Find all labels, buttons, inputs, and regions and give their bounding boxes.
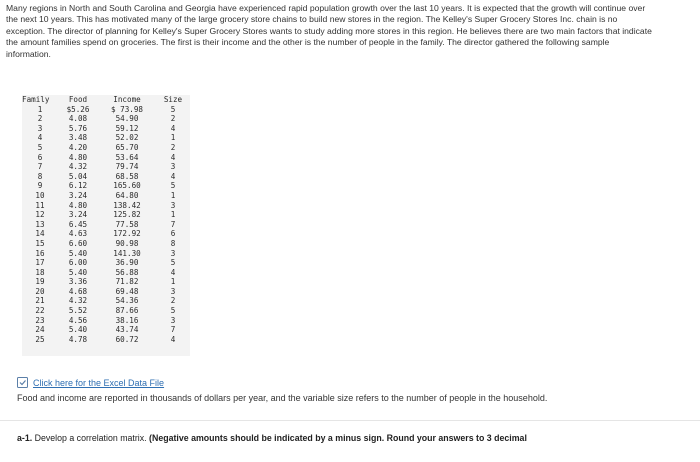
cell-family: 19 [35,277,45,287]
cell-income: $ 73.98 [110,104,143,114]
cell-size: 5 [170,104,176,114]
cell-family: 10 [35,190,45,200]
cell-income: 36.90 [115,258,139,268]
table-row [22,181,190,191]
cell-size: 2 [170,142,176,152]
cell-size: 6 [170,229,176,239]
cell-food: 4.08 [68,114,88,124]
table-row [22,229,190,239]
question-label: a-1. [17,433,33,443]
cell-food: 3.48 [68,133,88,143]
cell-food: 4.80 [68,152,88,162]
header-family: Family [22,95,50,104]
cell-family: 6 [37,152,43,162]
table-row [22,220,190,230]
cell-food: 6.60 [68,238,88,248]
cell-income: 79.74 [115,162,139,172]
cell-income: 52.02 [115,133,139,143]
cell-family: 9 [37,181,43,191]
cell-family: 23 [35,315,45,325]
cell-food: 4.20 [68,142,88,152]
table-row [22,296,190,306]
divider [0,420,700,421]
cell-food: 5.40 [68,267,88,277]
cell-family: 20 [35,286,45,296]
data-table-image [22,95,190,356]
cell-family: 11 [35,200,45,210]
cell-size: 8 [170,238,176,248]
cell-size: 2 [170,296,176,306]
cell-income: 38.16 [115,315,139,325]
cell-size: 1 [170,190,176,200]
cell-size: 4 [170,171,176,181]
cell-size: 1 [170,133,176,143]
table-row [22,287,190,297]
cell-family: 12 [35,210,45,220]
cell-income: 172.92 [113,229,141,239]
header-income: Income [113,95,141,104]
table-row [22,114,190,124]
cell-income: 125.82 [113,210,141,220]
excel-data-link[interactable] [17,377,164,388]
cell-family: 21 [35,296,45,306]
table-row [22,335,190,345]
cell-food: 4.56 [68,315,88,325]
cell-size: 7 [170,325,176,335]
table-row [22,153,190,163]
table-row [22,249,190,259]
cell-family: 1 [37,104,43,114]
table-row [22,105,190,115]
question-instruction: (Negative amounts should be indicated by a minus sign. Round your answers to 3 decimal [146,433,527,443]
cell-size: 1 [170,210,176,220]
cell-income: 65.70 [115,142,139,152]
cell-income: 56.88 [115,267,139,277]
cell-food: 6.00 [68,258,88,268]
cell-food: 6.45 [68,219,88,229]
cell-income: 59.12 [115,123,139,133]
question-text: Develop a correlation matrix. [32,433,147,443]
question-a1 [17,433,527,443]
cell-size: 7 [170,219,176,229]
units-note: Food and income are reported in thousands of dollars per year, and the variable size refers to the number of people in the household. [17,393,548,403]
header-food: Food [68,95,88,104]
cell-income: 60.72 [115,334,139,344]
table-row [22,277,190,287]
cell-food: 3.24 [68,210,88,220]
cell-income: 53.64 [115,152,139,162]
cell-income: 69.48 [115,286,139,296]
cell-family: 22 [35,306,45,316]
cell-income: 64.80 [115,190,139,200]
cell-family: 17 [35,258,45,268]
cell-income: 87.66 [115,306,139,316]
cell-family: 24 [35,325,45,335]
cell-size: 4 [170,334,176,344]
table-row [22,258,190,268]
cell-size: 3 [170,248,176,258]
cell-family: 8 [37,171,43,181]
cell-size: 3 [170,200,176,210]
cell-size: 5 [170,258,176,268]
cell-food: 4.63 [68,229,88,239]
cell-size: 3 [170,162,176,172]
table-row [22,143,190,153]
table-row [22,133,190,143]
cell-size: 3 [170,315,176,325]
cell-income: 165.60 [113,181,141,191]
table-row [22,268,190,278]
cell-family: 4 [37,133,43,143]
cell-size: 5 [170,306,176,316]
cell-family: 15 [35,238,45,248]
cell-size: 2 [170,114,176,124]
cell-family: 5 [37,142,43,152]
table-row [22,316,190,326]
problem-intro: Many regions in North and South Carolina and Georgia have experienced rapid population growth over the last 10 years. It is expected that the growth will continue over the next 10 years. This has motivated many of the large grocery store chains to build new stores in the region. The Kelley's Super Grocery Stores Inc. chain is no exception. The director of planning for Kelley's Super Grocery Stores wants to study adding more stores in this region. He believes there are two main factors that indicate the amount families spend on groceries. The first is their income and the other is the number of people in the family. The director gathered the following sample information. [6,3,652,59]
cell-food: 4.32 [68,162,88,172]
cell-income: 77.58 [115,219,139,229]
table-body [22,105,190,345]
cell-food: 4.32 [68,296,88,306]
table-row [22,239,190,249]
cell-food: $5.26 [66,104,90,114]
cell-size: 4 [170,152,176,162]
table-row [22,162,190,172]
data-table [22,95,190,344]
table-row [22,124,190,134]
cell-income: 90.98 [115,238,139,248]
table-row [22,191,190,201]
cell-family: 3 [37,123,43,133]
cell-income: 43.74 [115,325,139,335]
cell-food: 4.78 [68,334,88,344]
cell-food: 5.04 [68,171,88,181]
table-row [22,210,190,220]
cell-food: 4.80 [68,200,88,210]
table-row [22,306,190,316]
cell-income: 71.82 [115,277,139,287]
excel-link-label[interactable]: Click here for the Excel Data File [33,377,165,388]
cell-food: 5.40 [68,325,88,335]
table-row [22,201,190,211]
cell-income: 54.90 [115,114,139,124]
table-row [22,325,190,335]
cell-size: 4 [170,267,176,277]
cell-size: 4 [170,123,176,133]
cell-food: 5.40 [68,248,88,258]
excel-file-icon [17,377,28,388]
cell-income: 68.58 [115,171,139,181]
table-header-row [22,95,190,105]
cell-income: 141.30 [113,248,141,258]
cell-family: 13 [35,219,45,229]
cell-size: 1 [170,277,176,287]
cell-food: 5.52 [68,306,88,316]
table-row [22,172,190,182]
cell-family: 14 [35,229,45,239]
cell-family: 18 [35,267,45,277]
cell-family: 25 [35,334,45,344]
cell-income: 138.42 [113,200,141,210]
cell-food: 5.76 [68,123,88,133]
cell-family: 2 [37,114,43,124]
cell-size: 3 [170,286,176,296]
header-size: Size [163,95,183,104]
cell-family: 16 [35,248,45,258]
cell-food: 6.12 [68,181,88,191]
cell-food: 4.68 [68,286,88,296]
cell-food: 3.24 [68,190,88,200]
cell-income: 54.36 [115,296,139,306]
cell-family: 7 [37,162,43,172]
cell-food: 3.36 [68,277,88,287]
cell-size: 5 [170,181,176,191]
